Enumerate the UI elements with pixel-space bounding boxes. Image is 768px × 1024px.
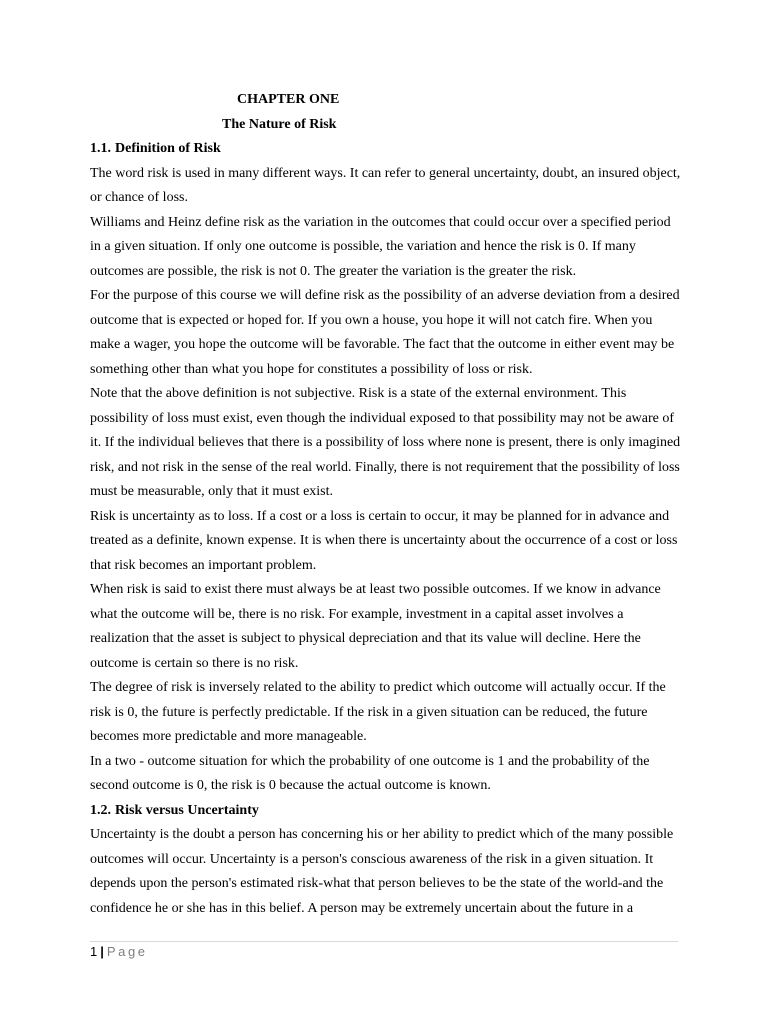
text-line: The degree of risk is inversely related to the ability to predict which outcome will actually occur. If the (90, 680, 666, 695)
text-line: outcome that is expected or hoped for. If you own a house, you hope it will not catch fire. When you (90, 312, 653, 328)
text-line: second outcome is 0, the risk is 0 because the actual outcome is known. (90, 778, 491, 793)
paragraph (90, 750, 680, 799)
text-line: outcomes are possible, the risk is not 0. The greater the variation is the greater the risk. (90, 263, 577, 279)
paragraph (90, 162, 680, 211)
text-line: it. If the individual believes that there is a possibility of loss where none is present, there is only imagined (90, 435, 681, 450)
text-line: that risk becomes an important problem. (90, 557, 317, 573)
text-line: When risk is said to exist there must always be at least two possible outcomes. If we know in advance (90, 582, 661, 597)
text-line: or chance of loss. (90, 190, 188, 205)
text-line: outcome is certain so there is no risk. (90, 655, 299, 671)
document-page (90, 88, 680, 921)
text-line: make a wager, you hope the outcome will be favorable. The fact that the outcome in either event may be (90, 337, 675, 352)
paragraph (90, 211, 680, 285)
page-footer (90, 941, 678, 961)
text-line: depends upon the person's estimated risk-what that person believes to be the state of the world-and the (90, 876, 664, 891)
text-line: risk is 0, the future is perfectly predictable. If the risk in a given situation can be reduced, the future (90, 704, 648, 720)
text-line: In a two - outcome situation for which the probability of one outcome is 1 and the probability of the (90, 753, 650, 769)
paragraph (90, 505, 680, 579)
text-line: possibility of loss must exist, even though the individual exposed to that possibility may not be aware of (90, 410, 675, 426)
text-line: realization that the asset is subject to physical depreciation and that its value will decline. Here the (90, 631, 641, 646)
paragraph (90, 823, 680, 921)
text-line: risk, and not risk in the sense of the real world. Finally, there is not requirement that the possibility of loss (90, 459, 680, 475)
section-number: 1.2. (90, 802, 111, 818)
page-number: 1 (90, 944, 98, 959)
text-line: The word risk is used in many different ways. It can refer to general uncertainty, doubt, an insured object, (90, 165, 681, 181)
text-line: what the outcome will be, there is no risk. For example, investment in a capital asset involves a (90, 606, 624, 622)
text-line: Risk is uncertainty as to loss. If a cost or a loss is certain to occur, it may be planned for in advance and (90, 508, 670, 524)
text-line: Uncertainty is the doubt a person has concerning his or her ability to predict which of the many possible (90, 827, 674, 842)
page-label: Page (106, 944, 148, 959)
footer-separator: | (100, 944, 104, 959)
text-line: treated as a definite, known expense. It is when there is uncertainty about the occurrence of a cost or loss (90, 533, 678, 548)
text-line: becomes more predictable and more manageable. (90, 729, 367, 744)
paragraph (90, 676, 680, 750)
text-line: outcomes will occur. Uncertainty is a person's conscious awareness of the risk in a given situation. It (90, 851, 654, 867)
section-title: Risk versus Uncertainty (115, 802, 259, 818)
paragraph (90, 578, 680, 676)
text-line: Williams and Heinz define risk as the variation in the outcomes that could occur over a specified period (90, 214, 671, 230)
chapter-subtitle: The Nature of Risk (222, 116, 337, 132)
section-number: 1.1. (90, 141, 111, 156)
section-heading-1-1 (90, 137, 680, 162)
text-line: For the purpose of this course we will define risk as the possibility of an adverse deviation from a desired (90, 288, 680, 303)
chapter-title: CHAPTER ONE (237, 92, 340, 107)
text-line: something other than what you hope for constitutes a possibility of loss or risk. (90, 361, 533, 377)
section-title: Definition of Risk (115, 141, 221, 156)
section-heading-1-2 (90, 799, 680, 824)
paragraph (90, 382, 680, 505)
text-line: in a given situation. If only one outcome is possible, the variation and hence the risk is 0. If many (90, 239, 636, 254)
text-line: confidence he or she has in this belief. A person may be extremely uncertain about the future in a (90, 900, 634, 916)
text-line: Note that the above definition is not subjective. Risk is a state of the external environment. This (90, 386, 627, 401)
paragraph (90, 284, 680, 382)
text-line: must be measurable, only that it must exist. (90, 484, 334, 499)
